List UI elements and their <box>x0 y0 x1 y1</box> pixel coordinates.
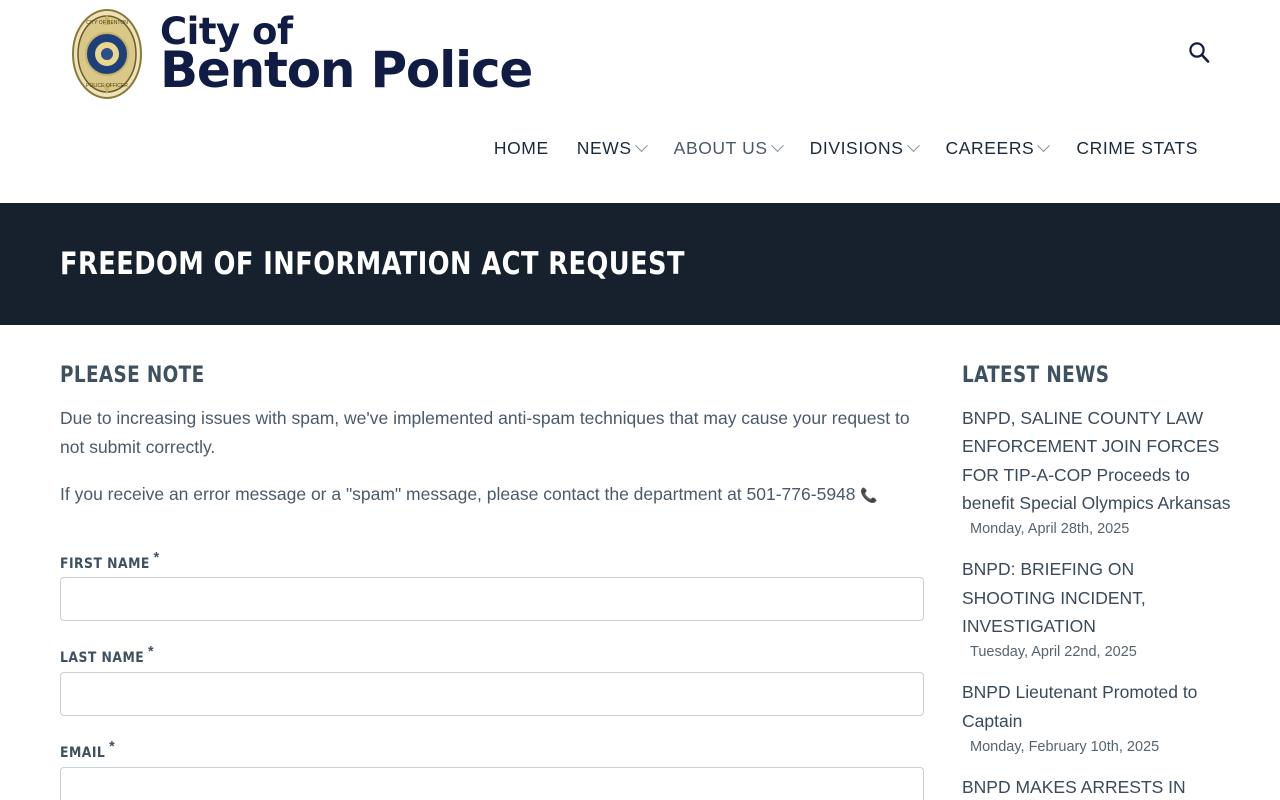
nav-item-about-us[interactable] <box>660 138 796 159</box>
main-navigation <box>480 138 1212 159</box>
foia-request-form <box>60 527 922 800</box>
email-input[interactable] <box>60 767 924 800</box>
page-title: FREEDOM OF INFORMATION ACT REQUEST <box>60 246 685 282</box>
news-date: Monday, April 28th, 2025 <box>970 521 1130 538</box>
nav-item-crime-stats[interactable] <box>1062 138 1212 159</box>
news-title-link[interactable]: BNPD: BRIEFING ON SHOOTING INCIDENT, INVESTIGATION <box>962 559 1146 637</box>
first-name-label <box>60 549 160 572</box>
last-name-label <box>60 643 154 666</box>
news-title-link[interactable]: BNPD, SALINE COUNTY LAW ENFORCEMENT JOIN FORCES FOR TIP-A-COP Proceeds to benefit Special Olympics Arkansas <box>962 408 1231 514</box>
nav-label: CRIME STATS <box>1076 138 1198 158</box>
brand-line-1: City of <box>160 9 293 53</box>
main-column <box>60 325 922 800</box>
nav-label: CAREERS <box>945 138 1035 158</box>
news-item <box>962 555 1232 660</box>
brand-text <box>160 9 533 99</box>
chevron-down-icon <box>1037 139 1050 152</box>
nav-label: NEWS <box>576 138 632 158</box>
required-marker: * <box>153 548 160 566</box>
last-name-label-text: LAST NAME <box>60 650 145 667</box>
nav-item-divisions[interactable] <box>796 138 932 159</box>
nav-label: HOME <box>493 138 549 158</box>
required-marker: * <box>109 738 116 756</box>
police-badge-icon <box>68 8 146 100</box>
sidebar <box>962 325 1232 800</box>
page-title-band <box>0 203 1280 325</box>
chevron-down-icon <box>771 139 784 152</box>
note-paragraph-2-text: If you receive an error message or a "spam" message, please contact the department at <box>60 483 747 504</box>
news-title-link[interactable]: BNPD MAKES ARRESTS IN <box>962 777 1186 798</box>
news-item <box>962 404 1232 537</box>
phone-link[interactable]: 501-776-5948 <box>746 483 856 504</box>
nav-item-home[interactable] <box>480 138 563 159</box>
note-paragraph-1: Due to increasing issues with spam, we've implemented anti-spam techniques that may cause your request to not submit correctly. <box>60 408 910 457</box>
news-item <box>962 678 1232 755</box>
note-paragraph-2 <box>60 480 922 509</box>
email-label-text: EMAIL <box>60 745 106 762</box>
email-label <box>60 738 115 761</box>
latest-news-heading: LATEST NEWS <box>962 363 1110 388</box>
svg-text:CITY OF BENTON: CITY OF BENTON <box>86 20 128 26</box>
site-header <box>0 0 1280 203</box>
first-name-input[interactable] <box>60 577 924 621</box>
nav-item-careers[interactable] <box>932 138 1063 159</box>
news-date: Monday, February 10th, 2025 <box>970 739 1160 756</box>
brand-line-2: Benton Police <box>160 40 533 99</box>
search-icon[interactable] <box>1186 40 1212 66</box>
phone-icon: 📞 <box>860 486 878 503</box>
required-marker: * <box>148 643 155 661</box>
site-logo-link[interactable] <box>68 8 532 100</box>
first-name-label-text: FIRST NAME <box>60 555 150 572</box>
content-area <box>0 325 1280 800</box>
last-name-input[interactable] <box>60 672 924 716</box>
news-date: Tuesday, April 22nd, 2025 <box>970 644 1137 661</box>
svg-text:POLICE OFFICER: POLICE OFFICER <box>86 83 128 89</box>
nav-label: ABOUT US <box>673 138 768 158</box>
news-title-link[interactable]: BNPD Lieutenant Promoted to Captain <box>962 682 1198 731</box>
nav-label: DIVISIONS <box>809 138 904 158</box>
chevron-down-icon <box>635 139 648 152</box>
nav-item-news[interactable] <box>563 138 660 159</box>
news-item <box>962 773 1232 800</box>
chevron-down-icon <box>907 139 920 152</box>
please-note-heading: PLEASE NOTE <box>60 363 205 388</box>
